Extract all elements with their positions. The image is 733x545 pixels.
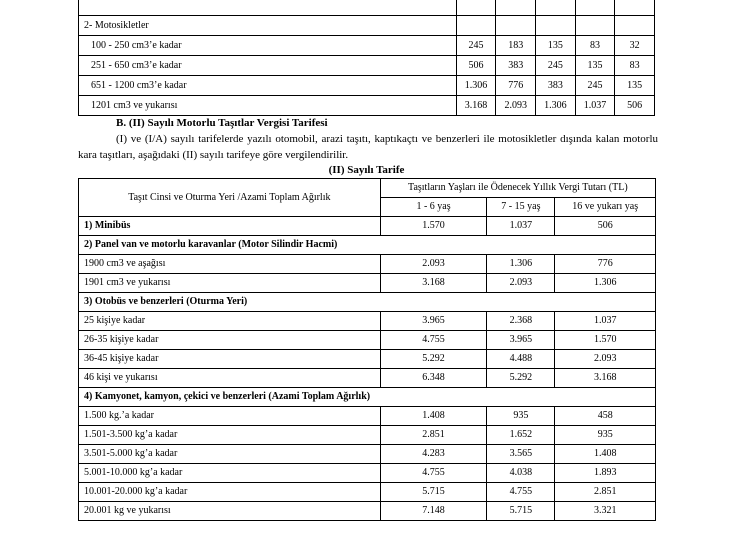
tax-value-cell [536,0,576,16]
tax-value-cell: 1.037 [555,312,656,331]
row-label: 10.001-20.000 kg’a kadar [79,483,381,502]
tax-value-cell: 2.851 [380,426,487,445]
table-row [79,274,656,293]
tax-value-cell: 776 [555,255,656,274]
section-b-paragraph: (I) ve (I/A) sayılı tarifelerde yazılı otomobil, arazi taşıtı, kaptıkaçtı ve benzerleri ile motosikletler dışında kalan motorlu kara taşıtları, aşağıdaki (II) sayılı tarifeye göre vergilendirilir. [78,133,658,161]
tax-value-cell: 1.570 [555,331,656,350]
tax-value-cell: 1.306 [536,96,576,116]
row-label: 3.501-5.000 kg’a kadar [79,445,381,464]
tax-value-cell: 3.965 [487,331,555,350]
group-row [79,236,656,255]
tax-value-cell [456,16,496,36]
tax-value-cell: 2.851 [555,483,656,502]
row-label: 1901 cm3 ve yukarısı [79,274,381,293]
header-tax-amount-group: Taşıtların Yaşları ile Ödenecek Yıllık Vergi Tutarı (TL) [380,179,655,198]
tariff-ii-table-body [79,217,656,521]
tax-value-cell: 245 [575,76,615,96]
row-label: 251 - 650 cm3’e kadar [79,56,457,76]
table-row [79,217,656,236]
tax-value-cell: 5.292 [487,369,555,388]
row-label: 5.001-10.000 kg’a kadar [79,464,381,483]
tax-value-cell: 135 [575,56,615,76]
tax-value-cell: 7.148 [380,502,487,521]
table-row [79,331,656,350]
tax-value-cell [575,16,615,36]
table-row [79,255,656,274]
tax-value-cell: 383 [496,56,536,76]
tax-value-cell: 1.893 [555,464,656,483]
header-age-16-plus: 16 ve yukarı yaş [555,198,656,217]
row-label [79,0,457,16]
row-label: 1900 cm3 ve aşağısı [79,255,381,274]
tax-value-cell: 6.348 [380,369,487,388]
tax-value-cell: 458 [555,407,656,426]
tax-value-cell: 2.368 [487,312,555,331]
tax-value-cell: 4.755 [380,464,487,483]
group-heading: 2) Panel van ve motorlu karavanlar (Motor Silindir Hacmi) [79,236,656,255]
tariff-ii-table [78,178,656,521]
group-row [79,388,656,407]
section-b [78,115,658,163]
tax-value-cell: 1.306 [487,255,555,274]
tariff-ii-caption: (II) Sayılı Tarife [328,164,405,176]
row-label: 26-35 kişiye kadar [79,331,381,350]
tax-value-cell: 935 [555,426,656,445]
tax-value-cell [615,0,655,16]
tax-value-cell: 506 [555,217,656,236]
tax-value-cell: 2.093 [380,255,487,274]
table-row [79,369,656,388]
tax-value-cell: 135 [536,36,576,56]
row-label: 20.001 kg ve yukarısı [79,502,381,521]
row-label: 1201 cm3 ve yukarısı [79,96,457,116]
tax-value-cell: 3.168 [380,274,487,293]
tax-value-cell: 3.321 [555,502,656,521]
tax-value-cell: 83 [575,36,615,56]
tax-value-cell: 506 [456,56,496,76]
header-age-7-15: 7 - 15 yaş [487,198,555,217]
table-row [79,56,655,76]
table-row [79,464,656,483]
tax-value-cell [456,0,496,16]
tax-value-cell: 1.652 [487,426,555,445]
tax-value-cell: 2.093 [555,350,656,369]
tax-value-cell: 935 [487,407,555,426]
tax-value-cell: 135 [615,76,655,96]
tax-value-cell [575,0,615,16]
row-label: 100 - 250 cm3’e kadar [79,36,457,56]
tax-value-cell: 2.093 [487,274,555,293]
tax-value-cell: 1.306 [456,76,496,96]
header-age-1-6: 1 - 6 yaş [380,198,487,217]
tax-value-cell: 4.038 [487,464,555,483]
tax-value-cell: 4.755 [380,331,487,350]
group-heading: 4) Kamyonet, kamyon, çekici ve benzerleri (Azami Toplam Ağırlık) [79,388,656,407]
row-label: 36-45 kişiye kadar [79,350,381,369]
row-label: 46 kişi ve yukarısı [79,369,381,388]
tax-value-cell: 1.570 [380,217,487,236]
table-row [79,502,656,521]
tariff-ii-table-head [79,179,656,217]
tax-value-cell: 1.408 [555,445,656,464]
tax-value-cell: 183 [496,36,536,56]
tax-value-cell [615,16,655,36]
table-row [79,16,655,36]
tax-value-cell: 83 [615,56,655,76]
tax-value-cell [496,16,536,36]
header-vehicle-type: Taşıt Cinsi ve Oturma Yeri /Azami Toplam Ağırlık [79,179,381,217]
group-heading: 3) Otobüs ve benzerleri (Oturma Yeri) [79,293,656,312]
tax-value-cell: 383 [536,76,576,96]
row-label: 25 kişiye kadar [79,312,381,331]
table-row [79,350,656,369]
tax-value-cell: 3.168 [456,96,496,116]
table-row [79,0,655,16]
tax-value-cell: 3.168 [555,369,656,388]
tax-value-cell [536,16,576,36]
tax-value-cell: 2.093 [496,96,536,116]
tax-value-cell: 245 [456,36,496,56]
tax-value-cell: 1.037 [487,217,555,236]
table-row [79,76,655,96]
tax-value-cell: 4.283 [380,445,487,464]
row-label: 1.500 kg.’a kadar [79,407,381,426]
tax-value-cell: 4.755 [487,483,555,502]
tax-value-cell: 4.488 [487,350,555,369]
section-b-title: B. (II) Sayılı Motorlu Taşıtlar Vergisi Tarifesi [116,117,328,129]
tax-value-cell: 3.565 [487,445,555,464]
tariff-ii-header-row-1 [79,179,656,198]
tax-value-cell: 32 [615,36,655,56]
motorcycle-tax-table-body [79,0,655,116]
motorcycle-tax-table [78,0,655,116]
tax-value-cell: 1.408 [380,407,487,426]
table-row [79,426,656,445]
tax-value-cell: 5.292 [380,350,487,369]
tax-value-cell: 5.715 [487,502,555,521]
tax-value-cell: 1.306 [555,274,656,293]
row-label: 1) Minibüs [79,217,381,236]
row-label: 1.501-3.500 kg’a kadar [79,426,381,445]
tax-value-cell: 776 [496,76,536,96]
group-row [79,293,656,312]
table-row [79,36,655,56]
row-label: 2- Motosikletler [79,16,457,36]
table-row [79,407,656,426]
table-row [79,312,656,331]
tax-value-cell [496,0,536,16]
tax-value-cell: 506 [615,96,655,116]
tax-value-cell: 1.037 [575,96,615,116]
table-row [79,96,655,116]
tax-value-cell: 5.715 [380,483,487,502]
row-label: 651 - 1200 cm3’e kadar [79,76,457,96]
table-row [79,483,656,502]
table-row [79,445,656,464]
tax-value-cell: 245 [536,56,576,76]
tax-value-cell: 3.965 [380,312,487,331]
